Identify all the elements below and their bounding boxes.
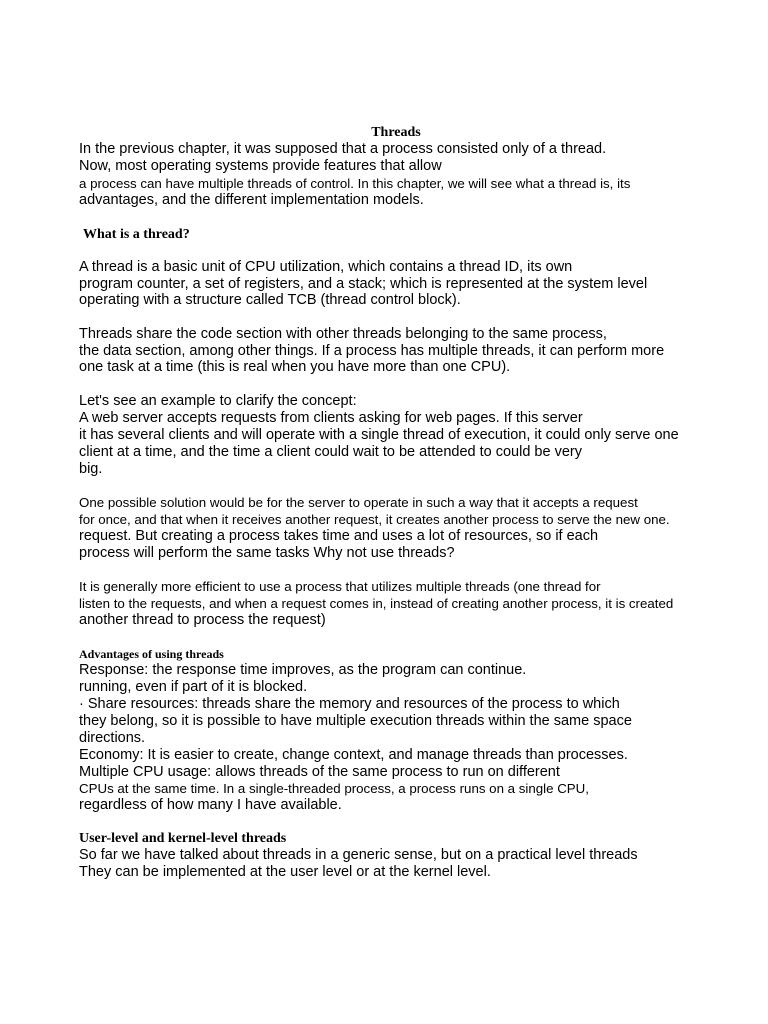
advantage-line: regardless of how many I have available. <box>79 797 342 813</box>
paragraph-line: operating with a structure called TCB (thread control block). <box>79 292 461 308</box>
intro-line: In the previous chapter, it was supposed that a process consisted only of a thread. <box>79 141 607 157</box>
paragraph-line: for once, and that when it receives another request, it creates another process to serve the new one. <box>79 512 670 527</box>
paragraph-line: request. But creating a process takes time and uses a lot of resources, so if each <box>79 528 599 544</box>
intro-line: advantages, and the different implementation models. <box>79 192 424 208</box>
section-heading-what-is-thread: What is a thread? <box>83 227 190 242</box>
paragraph-line: process will perform the same tasks Why not use threads? <box>79 545 455 561</box>
paragraph-line: It is generally more efficient to use a process that utilizes multiple threads (one thread for <box>79 579 601 594</box>
paragraph-line: the data section, among other things. If a process has multiple threads, it can perform more <box>79 343 665 359</box>
paragraph-line: One possible solution would be for the server to operate in such a way that it accepts a request <box>79 495 638 510</box>
advantage-line: directions. <box>79 730 146 746</box>
advantage-line: Economy: It is easier to create, change context, and manage threads than processes. <box>79 747 628 763</box>
advantage-line: CPUs at the same time. In a single-threaded process, a process runs on a single CPU, <box>79 781 589 796</box>
advantage-line: they belong, so it is possible to have multiple execution threads within the same space <box>79 713 632 729</box>
paragraph-line: A thread is a basic unit of CPU utilization, which contains a thread ID, its own <box>79 259 573 275</box>
paragraph-line: client at a time, and the time a client could wait to be attended to could be very <box>79 444 582 460</box>
section-heading-advantages: Advantages of using threads <box>79 647 224 661</box>
intro-line: a process can have multiple threads of control. In this chapter, we will see what a thread is, its <box>79 176 631 191</box>
paragraph-line: Let's see an example to clarify the concept: <box>79 393 357 409</box>
advantage-line: Response: the response time improves, as the program can continue. <box>79 662 527 678</box>
paragraph-line: it has several clients and will operate with a single thread of execution, it could only serve one <box>79 427 679 443</box>
paragraph-line: So far we have talked about threads in a generic sense, but on a practical level threads <box>79 847 638 863</box>
advantage-line: · Share resources: threads share the memory and resources of the process to which <box>79 696 620 712</box>
paragraph-line: another thread to process the request) <box>79 612 326 628</box>
paragraph-line: A web server accepts requests from clients asking for web pages. If this server <box>79 410 583 426</box>
paragraph-line: one task at a time (this is real when you have more than one CPU). <box>79 359 511 375</box>
advantage-line: running, even if part of it is blocked. <box>79 679 308 695</box>
paragraph-line: Threads share the code section with other threads belonging to the same process, <box>79 326 607 342</box>
paragraph-line: program counter, a set of registers, and a stack; which is represented at the system level <box>79 276 648 292</box>
paragraph-line: listen to the requests, and when a request comes in, instead of creating another process, it is created <box>79 596 674 611</box>
section-heading-thread-levels: User-level and kernel-level threads <box>79 831 287 846</box>
paragraph-line: They can be implemented at the user level or at the kernel level. <box>79 864 491 880</box>
paragraph-line: big. <box>79 461 103 477</box>
intro-line: Now, most operating systems provide features that allow <box>79 158 442 174</box>
page-title: Threads <box>371 125 421 140</box>
advantage-line: Multiple CPU usage: allows threads of the same process to run on different <box>79 764 560 780</box>
